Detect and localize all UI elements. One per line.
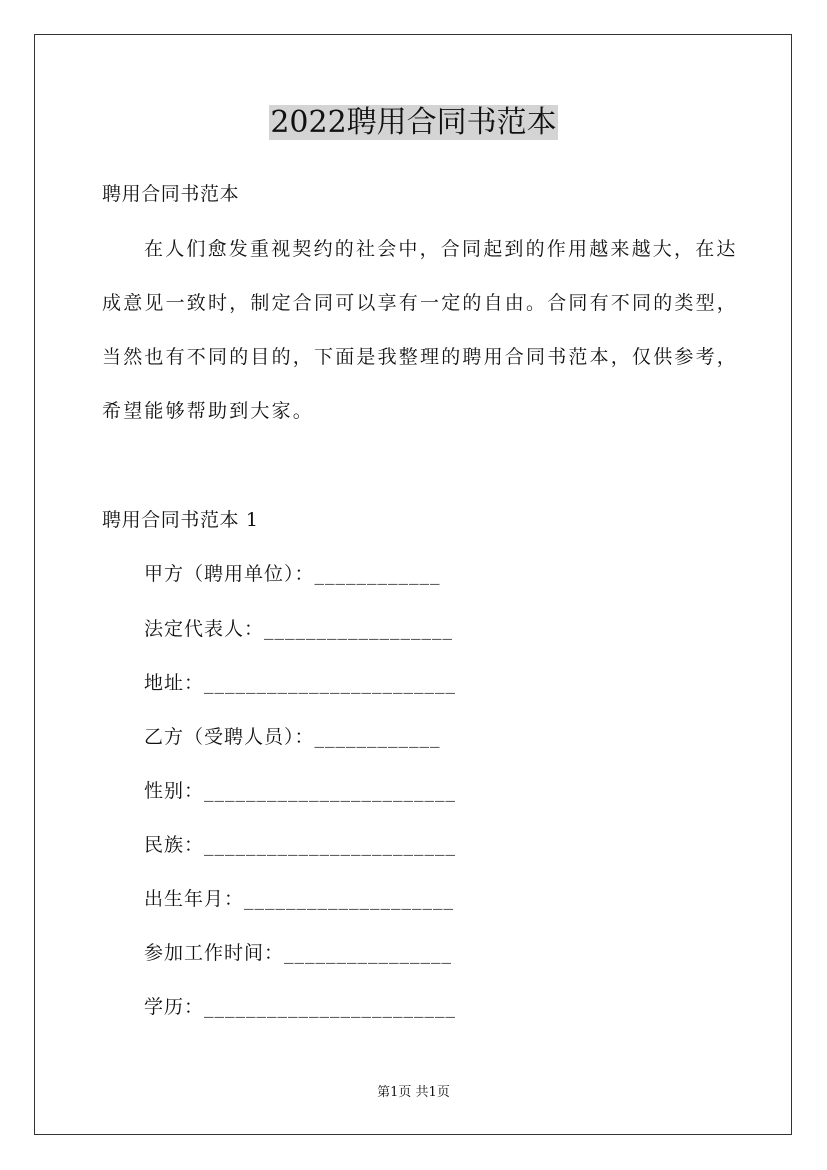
document-title [0, 104, 827, 142]
intro-line-4: 希望能够帮助到大家。 [102, 400, 315, 422]
document-title-text: 2022聘用合同书范本 [270, 105, 557, 140]
field-work-start-date: 参加工作时间：________________ [144, 942, 453, 964]
field-gender: 性别：________________________ [144, 780, 457, 802]
field-party-a: 甲方（聘用单位）：____________ [144, 563, 441, 585]
field-address: 地址：________________________ [144, 672, 457, 694]
intro-line-3: 当然也有不同的目的，下面是我整理的聘用合同书范本，仅供参考， [102, 346, 739, 368]
field-education: 学历：________________________ [144, 996, 457, 1018]
field-ethnicity: 民族：________________________ [144, 834, 457, 856]
field-birth-date: 出生年月：____________________ [144, 888, 455, 910]
field-party-b: 乙方（受聘人员）：____________ [144, 726, 441, 748]
page-footer: 第1页 共1页 [377, 1085, 450, 1100]
field-legal-representative: 法定代表人：__________________ [144, 618, 454, 640]
document-subtitle: 聘用合同书范本 [102, 183, 240, 205]
intro-line-1: 在人们愈发重视契约的社会中，合同起到的作用越来越大，在达 [144, 238, 738, 260]
section-heading: 聘用合同书范本 1 [102, 509, 259, 531]
intro-line-2: 成意见一致时，制定合同可以享有一定的自由。合同有不同的类型， [102, 292, 739, 314]
